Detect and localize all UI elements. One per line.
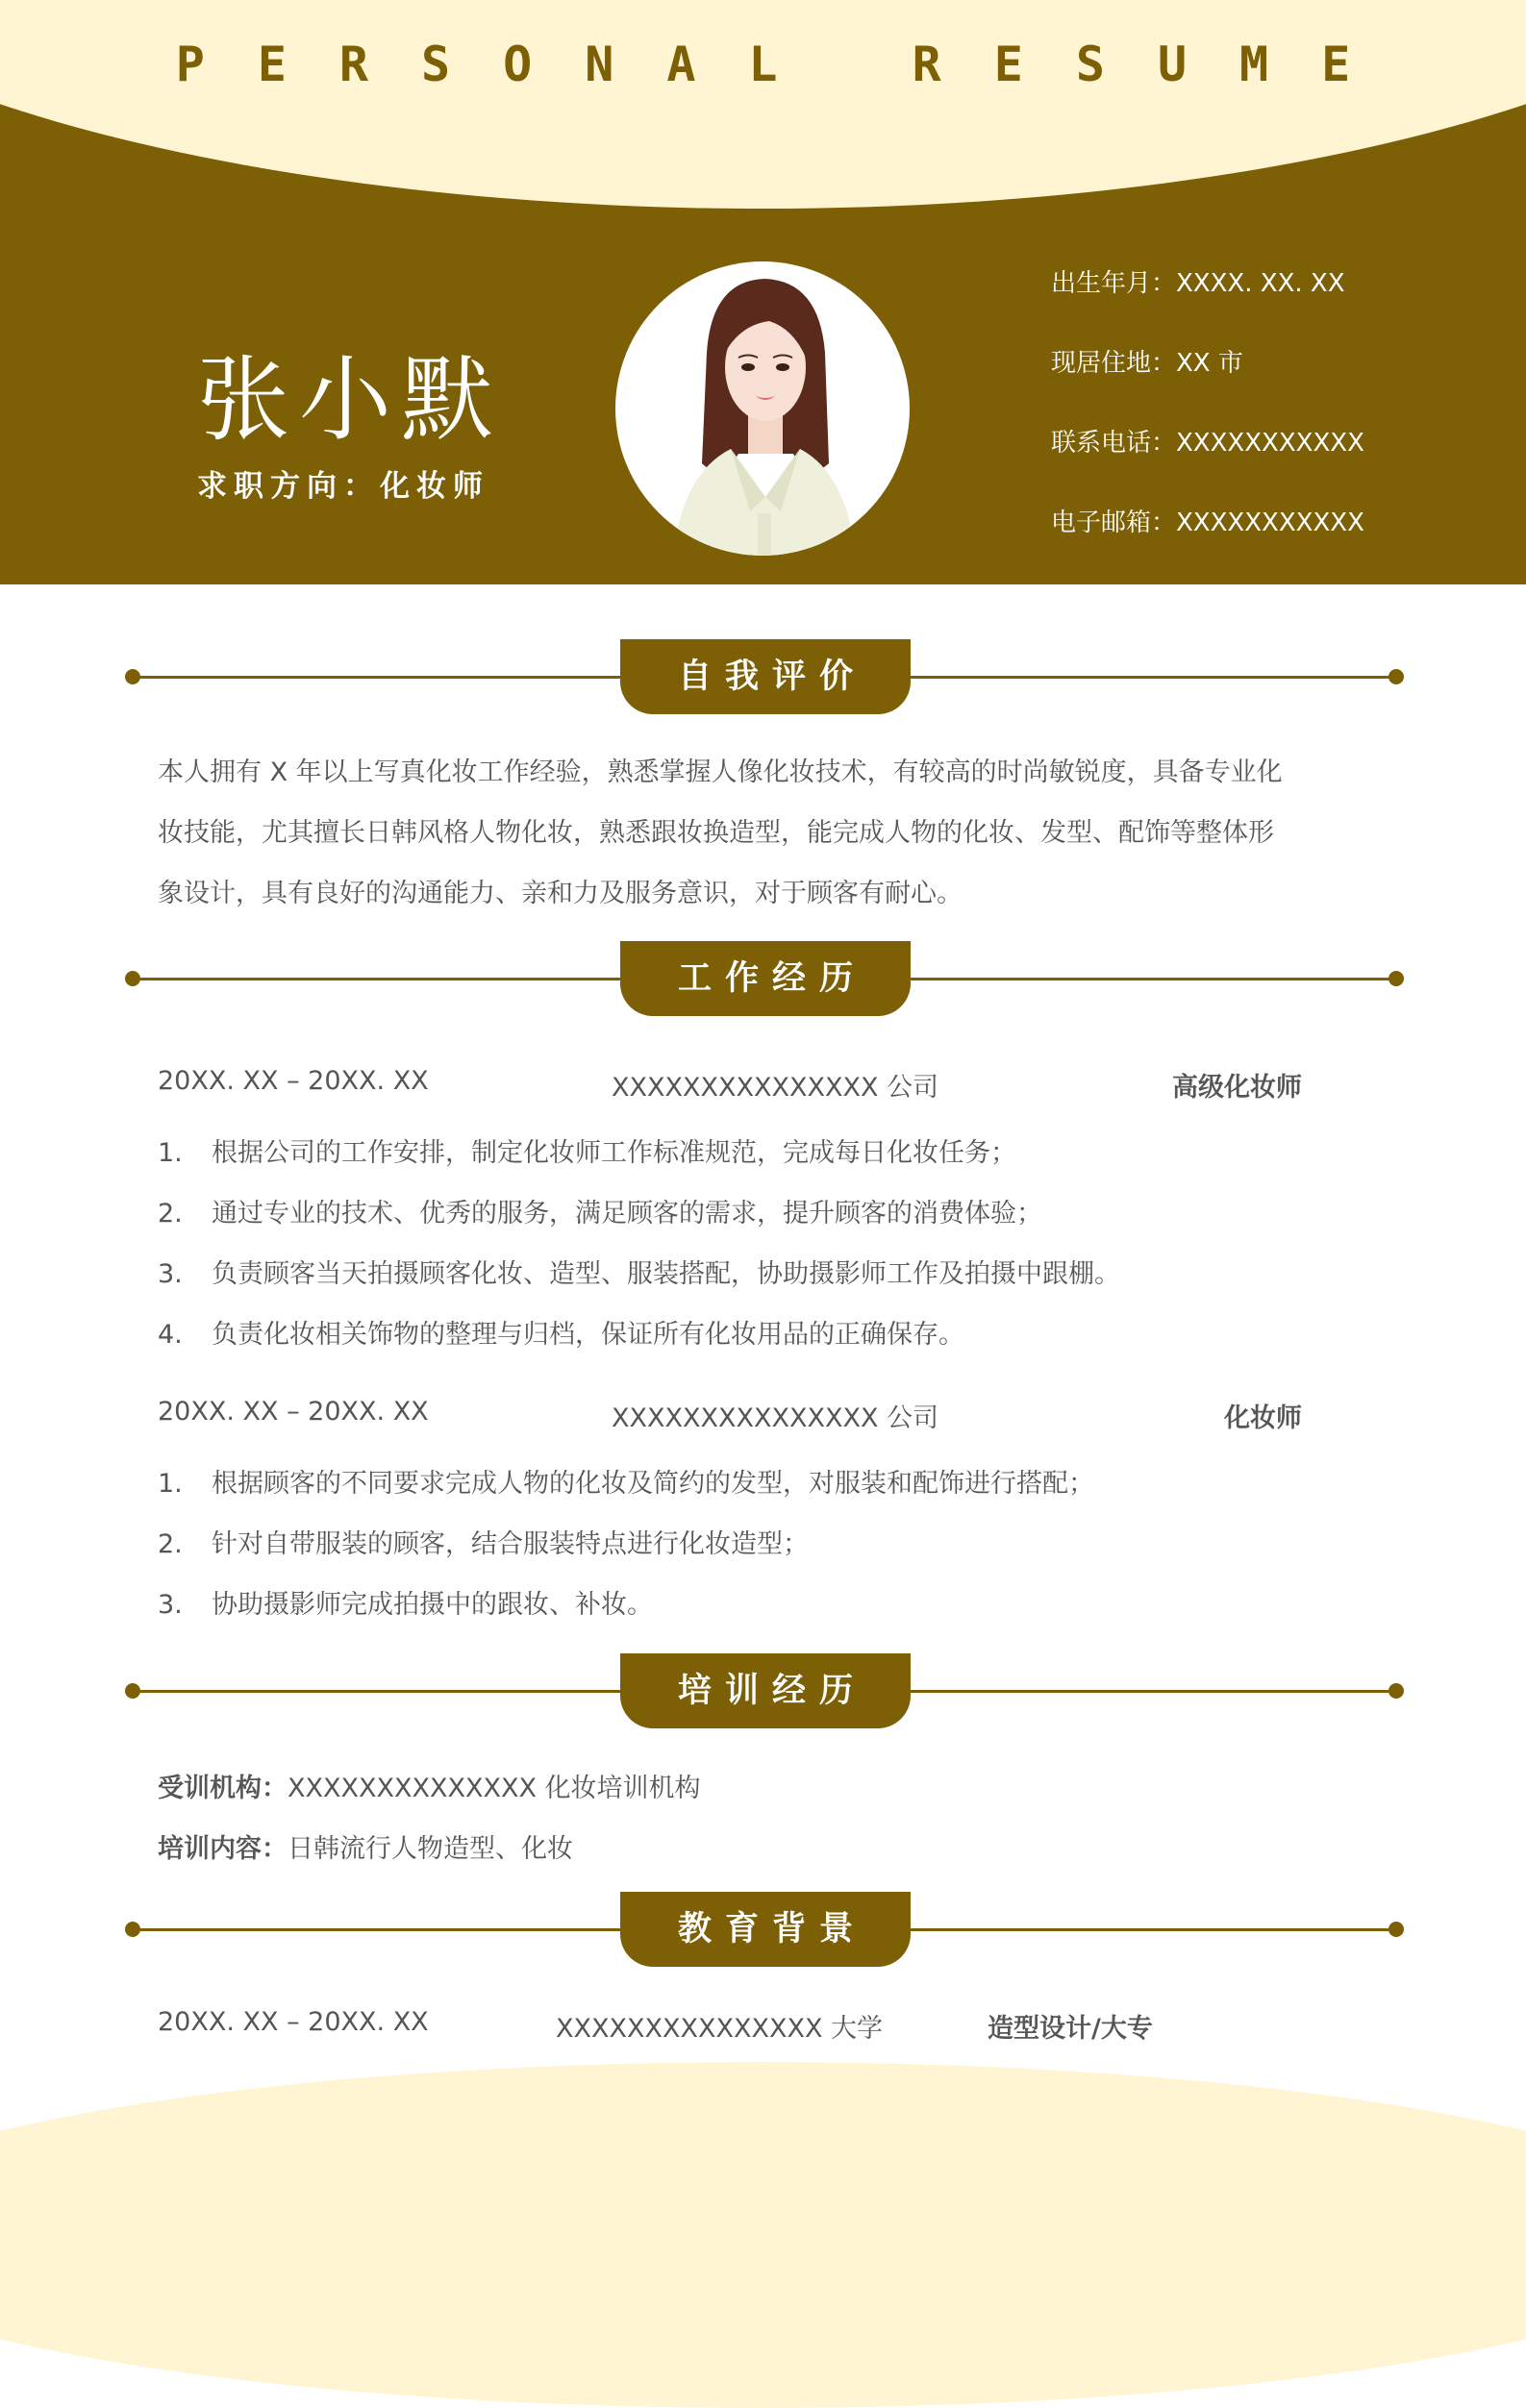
list-text: 根据公司的工作安排，制定化妆师工作标准规范，完成每日化妆任务； bbox=[212, 1138, 1016, 1168]
training-org-value: XXXXXXXXXXXXXX 化妆培训机构 bbox=[288, 1774, 701, 1803]
section-work bbox=[125, 941, 1404, 1016]
training-content-label: 培训内容： bbox=[158, 1834, 288, 1864]
list-text: 根据顾客的不同要求完成人物的化妆及简约的发型，对服装和配饰进行搭配； bbox=[212, 1469, 1094, 1499]
section-training bbox=[125, 1653, 1404, 1728]
header-arc bbox=[0, 0, 1526, 209]
divider-dot bbox=[125, 1683, 140, 1699]
list-item bbox=[158, 1526, 1340, 1586]
edu-date: 20XX. XX – 20XX. XX bbox=[158, 2007, 429, 2037]
list-num: 3. bbox=[158, 1590, 183, 1620]
section-education bbox=[125, 1892, 1404, 1967]
training-content-value: 日韩流行人物造型、化妆 bbox=[288, 1834, 573, 1864]
list-num: 2. bbox=[158, 1529, 183, 1559]
resume-title: PERSONAL RESUME bbox=[175, 37, 1404, 92]
job-date: 20XX. XX – 20XX. XX bbox=[158, 1066, 429, 1096]
list-text: 通过专业的技术、优秀的服务，满足顾客的需求，提升顾客的消费体验； bbox=[212, 1199, 1042, 1229]
job-title: 化妆师 bbox=[1224, 1403, 1302, 1433]
list-item bbox=[158, 1134, 1340, 1195]
job-header bbox=[158, 1066, 1302, 1105]
list-text: 负责顾客当天拍摄顾客化妆、造型、服装搭配，协助摄影师工作及拍摄中跟棚。 bbox=[212, 1259, 1120, 1289]
self-eval-line: 象设计，具有良好的沟通能力、亲和力及服务意识，对于顾客有耐心。 bbox=[158, 879, 963, 908]
divider-dot bbox=[1388, 1683, 1404, 1699]
job-target: 求职方向：化妆师 bbox=[197, 469, 489, 504]
job-date: 20XX. XX – 20XX. XX bbox=[158, 1397, 429, 1427]
section-heading: 自我评价 bbox=[620, 639, 911, 714]
divider-dot bbox=[1388, 1922, 1404, 1937]
list-item bbox=[158, 1586, 1340, 1647]
list-text: 协助摄影师完成拍摄中的跟妆、补妆。 bbox=[212, 1590, 653, 1620]
self-eval-line: 妆技能，尤其擅长日韩风格人物化妆，熟悉跟妆换造型，能完成人物的化妆、发型、配饰等整体形 bbox=[158, 818, 1274, 848]
list-item bbox=[158, 1316, 1340, 1377]
divider-dot bbox=[125, 669, 140, 684]
job-duties bbox=[158, 1134, 1340, 1377]
edu-school: XXXXXXXXXXXXXXX 大学 bbox=[556, 2014, 884, 2044]
residence: 现居住地：XX 市 bbox=[1051, 349, 1243, 378]
contact-info bbox=[1051, 263, 1364, 583]
divider-dot bbox=[125, 1922, 140, 1937]
job-header bbox=[158, 1397, 1302, 1435]
list-num: 4. bbox=[158, 1320, 183, 1350]
list-item bbox=[158, 1255, 1340, 1316]
portrait-illustration bbox=[615, 261, 910, 556]
email: 电子邮箱：XXXXXXXXXXX bbox=[1051, 509, 1364, 537]
list-num: 1. bbox=[158, 1469, 183, 1499]
self-eval-text bbox=[158, 742, 1375, 924]
list-text: 针对自带服装的顾客，结合服装特点进行化妆造型； bbox=[212, 1529, 809, 1559]
job-company: XXXXXXXXXXXXXXX 公司 bbox=[612, 1403, 939, 1433]
job-company: XXXXXXXXXXXXXXX 公司 bbox=[612, 1073, 939, 1103]
phone: 联系电话：XXXXXXXXXXX bbox=[1051, 429, 1364, 458]
training-org-label: 受训机构： bbox=[158, 1774, 288, 1803]
training-content bbox=[158, 1827, 573, 1865]
divider-dot bbox=[1388, 669, 1404, 684]
divider-dot bbox=[125, 971, 140, 986]
list-item bbox=[158, 1465, 1340, 1526]
birth-date: 出生年月：XXXX. XX. XX bbox=[1051, 269, 1345, 298]
self-eval-line: 本人拥有 X 年以上写真化妆工作经验，熟悉掌握人像化妆技术，有较高的时尚敏锐度，具备专业化 bbox=[158, 757, 1283, 787]
list-text: 负责化妆相关饰物的整理与归档，保证所有化妆用品的正确保存。 bbox=[212, 1320, 964, 1350]
training-org bbox=[158, 1767, 701, 1804]
edu-major: 造型设计/大专 bbox=[988, 2014, 1153, 2044]
section-heading: 工作经历 bbox=[620, 941, 911, 1016]
job-duties bbox=[158, 1465, 1340, 1647]
candidate-name: 张小默 bbox=[197, 346, 503, 454]
avatar bbox=[615, 261, 910, 556]
section-self-eval bbox=[125, 639, 1404, 714]
footer-arc bbox=[0, 2062, 1526, 2408]
list-item bbox=[158, 1195, 1340, 1255]
list-num: 1. bbox=[158, 1138, 183, 1168]
section-heading: 培训经历 bbox=[620, 1653, 911, 1728]
list-num: 2. bbox=[158, 1199, 183, 1229]
divider-dot bbox=[1388, 971, 1404, 986]
list-num: 3. bbox=[158, 1259, 183, 1289]
section-heading: 教育背景 bbox=[620, 1892, 911, 1967]
job-title: 高级化妆师 bbox=[1172, 1073, 1302, 1103]
